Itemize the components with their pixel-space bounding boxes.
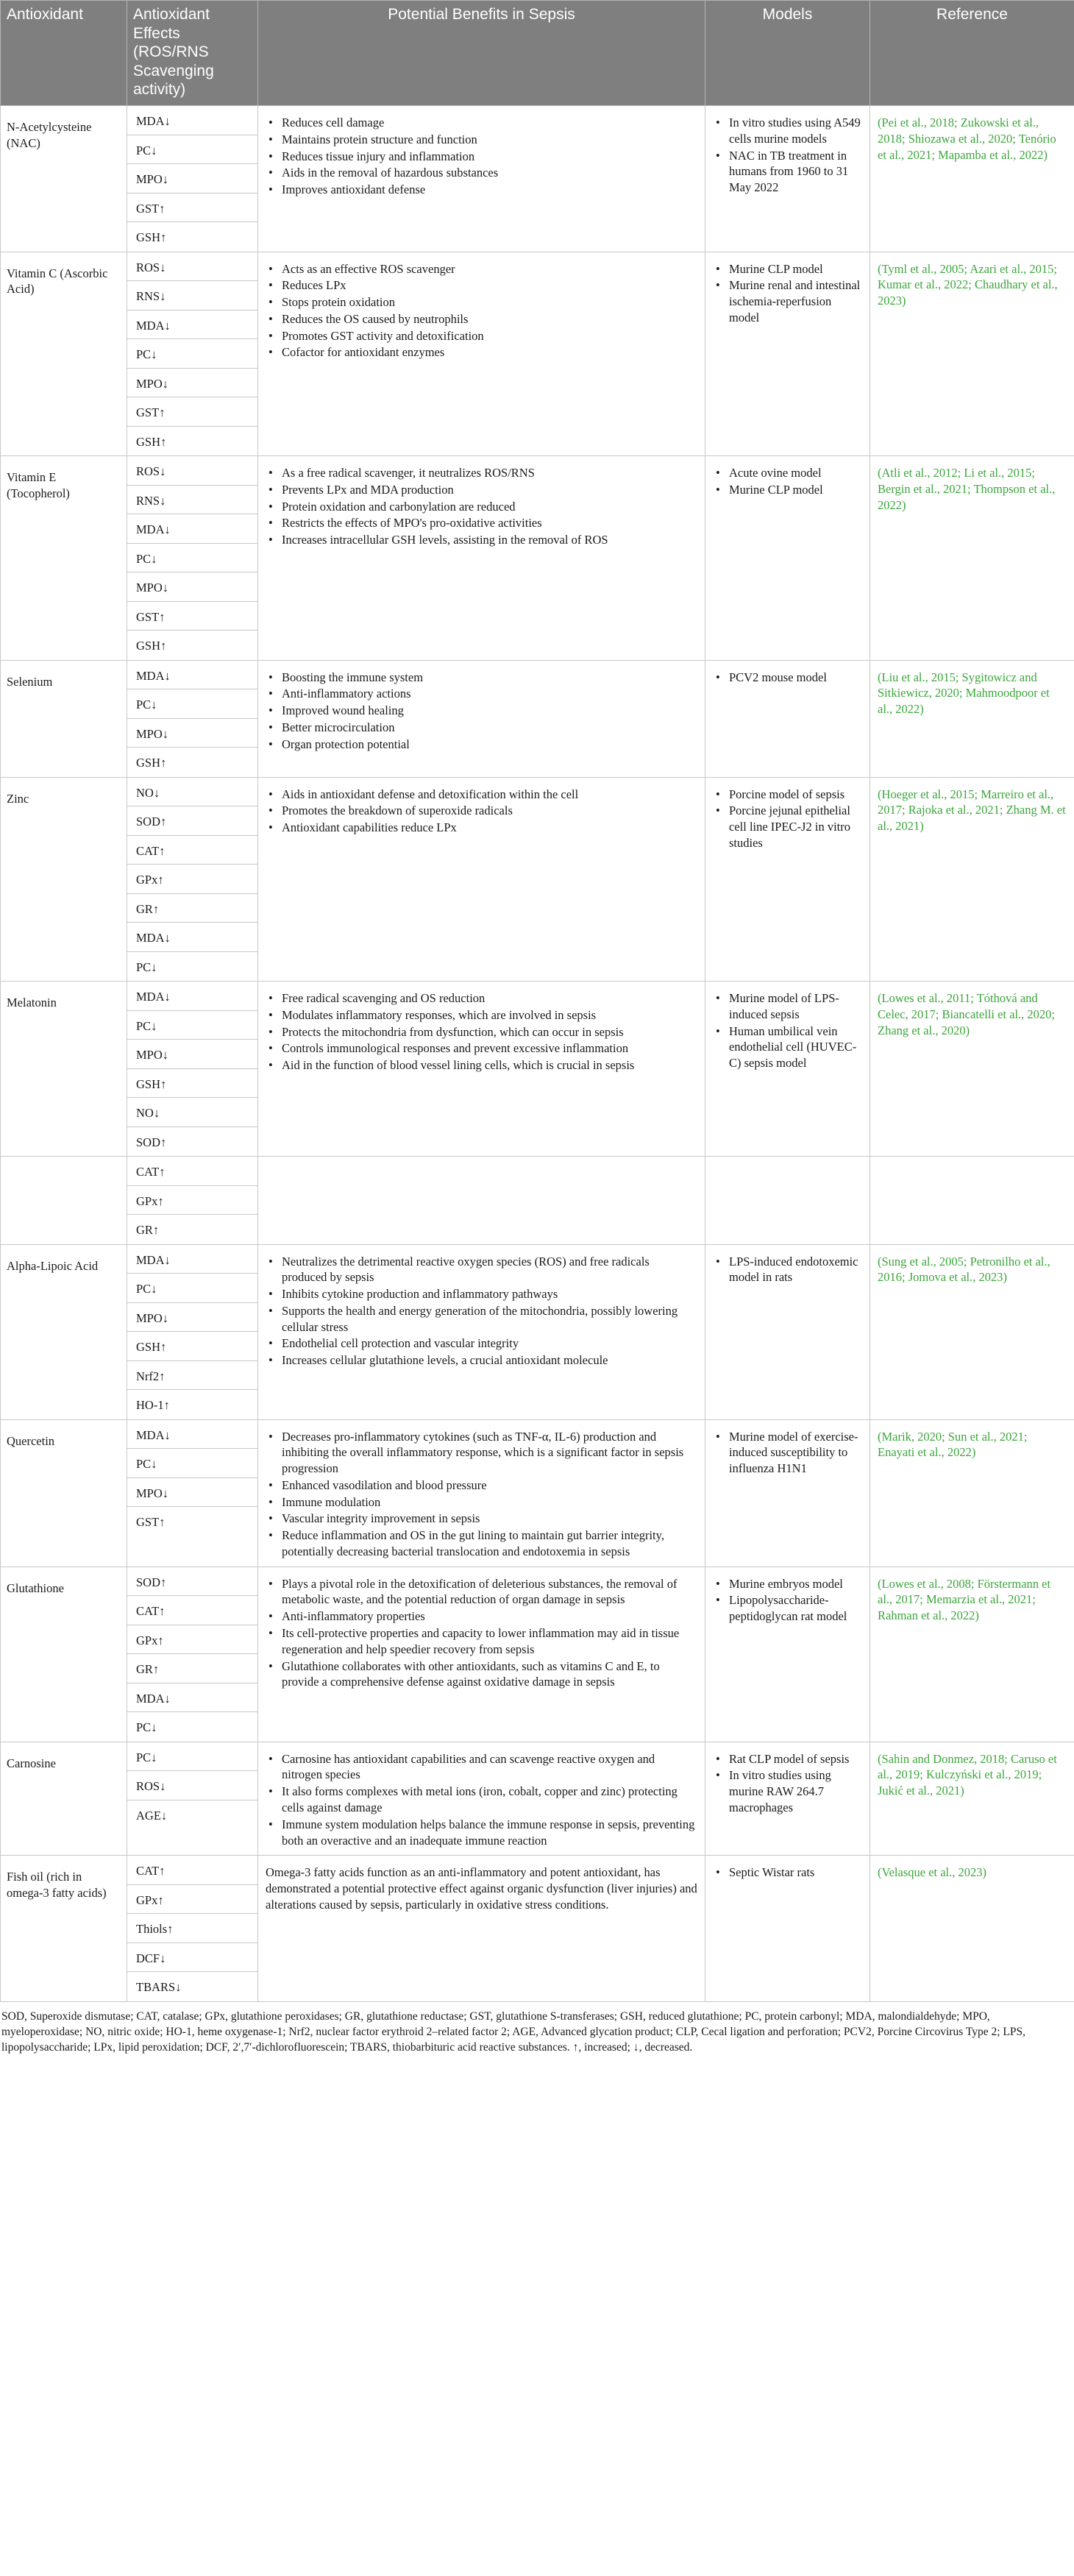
effect-item: GST↑	[127, 397, 257, 427]
antioxidant-name: Melatonin	[1, 982, 127, 1157]
effect-item: GSH↑	[136, 756, 167, 770]
model-item: • Murine embryos model	[729, 1576, 862, 1592]
models-cell	[705, 1419, 870, 1566]
effects-cell	[127, 456, 258, 661]
effect-item: MDA↓	[127, 311, 257, 340]
benefits-cell	[258, 106, 705, 252]
effect-item: MPO↓	[127, 1303, 257, 1333]
benefit-item: • Boosting the immune system	[282, 670, 697, 686]
effect-item: NO↓	[127, 1098, 257, 1127]
effect-item: SOD↑	[127, 806, 257, 836]
model-item: • In vitro studies using A549 cells murine models	[729, 115, 862, 147]
model-item: • In vitro studies using murine RAW 264.7 macrophages	[729, 1767, 862, 1815]
effect-item: ROS↓	[127, 1771, 257, 1800]
benefit-item: • Improves antioxidant defense	[282, 182, 697, 198]
models-list	[713, 261, 862, 326]
benefit-item: • Neutralizes the detrimental reactive oxygen species (ROS) and free radicals produced by sepsis	[282, 1254, 697, 1286]
effect-item: RNS↓	[127, 486, 257, 515]
header-effects: Antioxidant Effects (ROS/RNS Scavenging activity)	[127, 1, 258, 106]
effect-item: HO-1↑	[136, 1398, 170, 1413]
models-list	[713, 1429, 862, 1477]
benefits-text: Omega-3 fatty acids function as an anti-inflammatory and potent antioxidant, has demonstrated a potential protective effect against organic dysfunction (liver injuries) and alterations caused by sepsis, particularly in oxidative stress conditions.	[266, 1865, 697, 1912]
effect-item: NO↓	[127, 778, 257, 807]
effect-item: MPO↓	[127, 1478, 257, 1508]
effect-item: PC↓	[127, 339, 257, 369]
benefit-item: • Glutathione collaborates with other antioxidants, such as vitamins C and E, to provide a comprehensive defense against oxidative damage in sepsis	[282, 1658, 697, 1691]
effect-item: GPx↑	[127, 1885, 257, 1915]
benefit-item: • Free radical scavenging and OS reduction	[282, 990, 697, 1007]
effect-item: CAT↑	[127, 836, 257, 865]
models-cell	[705, 106, 870, 252]
effect-item: MDA↓	[127, 106, 257, 135]
benefits-cell	[258, 982, 705, 1157]
effect-item: GR↑	[127, 1654, 257, 1683]
benefit-item: • Modulates inflammatory responses, which are involved in sepsis	[282, 1007, 697, 1023]
effect-item: GR↑	[127, 894, 257, 923]
benefits-cell	[258, 456, 705, 661]
reference-cell	[870, 660, 1074, 777]
model-item: • Murine model of exercise-induced susceptibility to influenza H1N1	[729, 1429, 862, 1477]
model-item: • Rat CLP model of sepsis	[729, 1751, 862, 1767]
effect-item: PC↓	[127, 1449, 257, 1478]
effect-item: PC↓	[127, 135, 257, 165]
effect-item: PC↓	[127, 544, 257, 573]
benefit-item: • Reduces LPx	[282, 277, 697, 294]
benefit-item: • Reduces cell damage	[282, 115, 697, 131]
effects-cell	[127, 1742, 258, 1856]
effect-item: CAT↑	[127, 1157, 257, 1186]
reference-link[interactable]: (Pei et al., 2018; Zukowski et al., 2018; Shiozawa et al., 2020; Tenório et al., 2021; Mapamba et al., 2022)	[878, 116, 1056, 162]
effect-item: MPO↓	[127, 1040, 257, 1069]
benefit-item: • Aids in antioxidant defense and detoxification within the cell	[282, 787, 697, 803]
model-item: • Lipopolysaccharide-peptidoglycan rat model	[729, 1592, 862, 1625]
models-cell	[705, 1157, 870, 1245]
benefit-item: • Acts as an effective ROS scavenger	[282, 261, 697, 277]
effect-item: Nrf2↑	[127, 1361, 257, 1391]
effect-item: MDA↓	[127, 661, 257, 690]
reference-link[interactable]: (Tyml et al., 2005; Azari et al., 2015; Kumar et al., 2022; Chaudhary et al., 2023)	[878, 261, 1058, 308]
benefits-cell	[258, 1419, 705, 1566]
benefit-item: • Prevents LPx and MDA production	[282, 482, 697, 498]
benefit-item: • Anti-inflammatory properties	[282, 1608, 697, 1625]
benefits-list	[266, 990, 697, 1074]
effects-cell	[127, 106, 258, 252]
effect-item: PC↓	[136, 1720, 157, 1735]
benefit-item: • Restricts the effects of MPO's pro-oxidative activities	[282, 515, 697, 531]
reference-link[interactable]: (Lowes et al., 2008; Förstermann et al., 2017; Memarzia et al., 2021; Rahman et al., 2022)	[878, 1576, 1051, 1623]
antioxidant-name: Selenium	[1, 660, 127, 777]
benefit-item: • Reduces the OS caused by neutrophils	[282, 311, 697, 327]
model-item: • Acute ovine model	[729, 465, 862, 481]
effect-item: RNS↓	[127, 281, 257, 311]
header-models: Models	[705, 1, 870, 106]
benefit-item: • Stops protein oxidation	[282, 294, 697, 311]
benefit-item: • Endothelial cell protection and vascular integrity	[282, 1335, 697, 1352]
reference-cell	[870, 1566, 1074, 1742]
benefits-cell	[258, 1742, 705, 1856]
models-cell	[705, 1742, 870, 1856]
models-list	[713, 465, 862, 498]
reference-cell	[870, 106, 1074, 252]
benefits-list	[266, 1429, 697, 1560]
effect-item: MPO↓	[127, 369, 257, 398]
effect-item: PC↓	[127, 1274, 257, 1303]
reference-cell	[870, 252, 1074, 456]
model-item: • Murine model of LPS-induced sepsis	[729, 990, 862, 1023]
benefits-list	[266, 261, 697, 361]
benefit-item: • Increases intracellular GSH levels, assisting in the removal of ROS	[282, 532, 697, 548]
reference-link[interactable]: (Sahin and Donmez, 2018; Caruso et al., 2019; Kulczyński et al., 2019; Jukić et al., 2021)	[878, 1751, 1057, 1798]
effect-item: DCF↓	[127, 1943, 257, 1973]
models-list	[713, 1576, 862, 1625]
model-item: • Murine CLP model	[729, 482, 862, 498]
benefit-item: • Reduce inflammation and OS in the gut lining to maintain gut barrier integrity, potentially decreasing bacterial translocation and endotoxemia in sepsis	[282, 1527, 697, 1560]
table-row	[1, 1244, 1074, 1419]
benefit-item: • Vascular integrity improvement in sepsis	[282, 1511, 697, 1527]
effects-cell	[127, 252, 258, 456]
effect-item: GSH↑	[127, 1069, 257, 1099]
benefits-cell	[258, 1244, 705, 1419]
benefit-item: • Controls immunological responses and prevent excessive inflammation	[282, 1040, 697, 1057]
models-cell	[705, 1566, 870, 1742]
effect-item: GSH↑	[127, 1332, 257, 1361]
effects-cell	[127, 777, 258, 982]
benefit-item: • It also forms complexes with metal ions (iron, cobalt, copper and zinc) protecting cells against damage	[282, 1784, 697, 1816]
models-cell	[705, 1856, 870, 2002]
benefit-item: • Aid in the function of blood vessel lining cells, which is crucial in sepsis	[282, 1057, 697, 1074]
models-list	[713, 1254, 862, 1286]
reference-link[interactable]: (Marik, 2020; Sun et al., 2021; Enayati et al., 2022)	[878, 1429, 1028, 1460]
model-item: • Murine CLP model	[729, 261, 862, 277]
effect-item: MDA↓	[127, 1420, 257, 1450]
models-cell	[705, 660, 870, 777]
reference-cell	[870, 1244, 1074, 1419]
benefit-item: • Improved wound healing	[282, 703, 697, 719]
benefit-item: • Better microcirculation	[282, 720, 697, 736]
table-header	[1, 1, 1074, 106]
benefits-cell	[258, 1566, 705, 1742]
benefit-item: • Its cell-protective properties and capacity to lower inflammation may aid in tissue regeneration and help speedier recovery from sepsis	[282, 1625, 697, 1658]
effect-item: PC↓	[127, 1011, 257, 1040]
effect-item: ROS↓	[127, 456, 257, 486]
reference-cell	[870, 982, 1074, 1157]
models-list	[713, 1751, 862, 1816]
reference-cell	[870, 456, 1074, 661]
effects-cell	[127, 1419, 258, 1566]
benefits-list	[266, 465, 697, 548]
effect-item: MDA↓	[127, 514, 257, 544]
benefit-item: • Supports the health and energy generation of the mitochondria, possibly lowering cellular stress	[282, 1303, 697, 1335]
benefits-cell	[258, 1157, 705, 1245]
benefit-item: • Protects the mitochondria from dysfunction, which can occur in sepsis	[282, 1024, 697, 1040]
effects-cell	[127, 1244, 258, 1419]
table-row	[1, 777, 1074, 982]
effect-item: ROS↓	[127, 252, 257, 282]
header-antioxidant: Antioxidant	[1, 1, 127, 106]
benefits-cell	[258, 1856, 705, 2002]
reference-link[interactable]: (Sung et al., 2005; Petronilho et al., 2016; Jomova et al., 2023)	[878, 1254, 1050, 1285]
benefits-cell	[258, 660, 705, 777]
benefit-item: • Aids in the removal of hazardous substances	[282, 165, 697, 181]
reference-cell	[870, 1742, 1074, 1856]
reference-cell	[870, 1157, 1074, 1245]
effect-item: CAT↑	[127, 1596, 257, 1625]
effect-item: GST↑	[136, 1515, 166, 1530]
benefit-item: • Inhibits cytokine production and inflammatory pathways	[282, 1286, 697, 1302]
header-row	[1, 1, 1074, 106]
benefit-item: • Decreases pro-inflammatory cytokines (such as TNF-α, IL-6) production and inhibiting the overall inflammatory response, which is a significant factor in sepsis progression	[282, 1429, 697, 1477]
antioxidant-name: Vitamin C (Ascorbic Acid)	[1, 252, 127, 456]
models-list	[713, 115, 862, 196]
table-row	[1, 252, 1074, 456]
models-cell	[705, 982, 870, 1157]
benefits-list	[266, 115, 697, 198]
reference-cell	[870, 777, 1074, 982]
table-row	[1, 1856, 1074, 2002]
benefit-item: • Promotes the breakdown of superoxide radicals	[282, 803, 697, 819]
models-list	[713, 990, 862, 1071]
benefit-item: • Increases cellular glutathione levels, a crucial antioxidant molecule	[282, 1352, 697, 1369]
effect-item: TBARS↓	[136, 1980, 182, 1995]
benefits-cell	[258, 252, 705, 456]
effect-item: GSH↑	[136, 639, 167, 653]
effect-item: SOD↑	[136, 1135, 167, 1149]
benefit-item: • Immune modulation	[282, 1494, 697, 1511]
antioxidant-name: Zinc	[1, 777, 127, 982]
model-item: • Septic Wistar rats	[729, 1864, 862, 1881]
effect-item: MPO↓	[127, 719, 257, 748]
effect-item: CAT↑	[127, 1856, 257, 1885]
antioxidant-name: Vitamin E (Tocopherol)	[1, 456, 127, 661]
reference-link[interactable]: (Liu et al., 2015; Sygitowicz and Sitkiewicz, 2020; Mahmoodpoor et al., 2022)	[878, 670, 1050, 717]
antioxidant-name: Fish oil (rich in omega-3 fatty acids)	[1, 1856, 127, 2002]
effect-item: GSH↑	[136, 434, 167, 449]
benefit-item: • Immune system modulation helps balance the immune response in sepsis, preventing both an overactive and an inadequate immune reaction	[282, 1817, 697, 1849]
effect-item: PC↓	[127, 689, 257, 719]
effect-item: MDA↓	[127, 1683, 257, 1713]
models-list	[713, 1864, 862, 1881]
effect-item: PC↓	[127, 1742, 257, 1772]
benefit-item: • Promotes GST activity and detoxification	[282, 328, 697, 344]
benefit-item: • Antioxidant capabilities reduce LPx	[282, 820, 697, 836]
table-row	[1, 660, 1074, 777]
antioxidant-name: Quercetin	[1, 1419, 127, 1566]
table-row	[1, 1419, 1074, 1566]
antioxidant-name: Alpha-Lipoic Acid	[1, 1244, 127, 1419]
effects-cell	[127, 982, 258, 1157]
benefits-cell	[258, 777, 705, 982]
table-row	[1, 106, 1074, 252]
header-benefits: Potential Benefits in Sepsis	[258, 1, 705, 106]
model-item: • NAC in TB treatment in humans from 1960 to 31 May 2022	[729, 148, 862, 196]
table-body	[1, 106, 1074, 2002]
models-cell	[705, 252, 870, 456]
model-item: • PCV2 mouse model	[729, 670, 862, 686]
effect-item: GST↑	[127, 194, 257, 223]
reference-cell	[870, 1419, 1074, 1566]
effects-cell	[127, 660, 258, 777]
effect-item: GSH↑	[136, 230, 167, 245]
benefit-item: • Organ protection potential	[282, 737, 697, 753]
model-item: • LPS-induced endotoxemic model in rats	[729, 1254, 862, 1286]
effect-item: GPx↑	[127, 1186, 257, 1216]
benefit-item: • Maintains protein structure and function	[282, 132, 697, 148]
effect-item: MDA↓	[127, 923, 257, 952]
effect-item: GPx↑	[127, 1625, 257, 1655]
table-row	[1, 1566, 1074, 1742]
effect-item: MDA↓	[127, 1245, 257, 1274]
antioxidant-name	[1, 1157, 127, 1245]
antioxidant-name: N-Acetylcysteine (NAC)	[1, 106, 127, 252]
reference-link[interactable]: (Lowes et al., 2011; Tóthová and Celec, 2017; Biancatelli et al., 2020; Zhang et al., 2020)	[878, 991, 1056, 1037]
benefit-item: • As a free radical scavenger, it neutralizes ROS/RNS	[282, 465, 697, 481]
benefit-item: • Anti-inflammatory actions	[282, 686, 697, 702]
table-row	[1, 1157, 1074, 1245]
benefits-list	[266, 1254, 697, 1369]
reference-link[interactable]: (Hoeger et al., 2015; Marreiro et al., 2017; Rajoka et al., 2021; Zhang M. et al., 2021)	[878, 787, 1066, 834]
antioxidant-name: Glutathione	[1, 1566, 127, 1742]
table-row	[1, 1742, 1074, 1856]
table-footnote: SOD, Superoxide dismutase; CAT, catalase; GPx, glutathione peroxidases; GR, glutathione reductase; GST, glutathione S-transferases; GSH, reduced glutathione; PC, protein carbonyl; MDA, malondialdehyde; MPO, myeloperoxidase; NO, nitric oxide; HO-1, heme oxygenase-1; Nrf2, nuclear factor erythroid 2–related factor 2; AGE, Advanced glycation product; CLP, Cecal ligation and perforation; PCV2, Porcine Circovirus Type 2; LPS, lipopolysaccharide; LPx, lipid peroxidation; DCF, 2′,7′-dichlorofluorescein; TBARS, thiobarbituric acid reactive substances. ↑, increased; ↓, decreased.	[1, 2009, 1025, 2054]
effects-cell	[127, 1856, 258, 2002]
benefit-item: • Enhanced vasodilation and blood pressure	[282, 1477, 697, 1494]
effect-item: AGE↓	[136, 1808, 168, 1823]
antioxidant-name: Carnosine	[1, 1742, 127, 1856]
models-list	[713, 670, 862, 686]
benefits-list	[266, 1751, 697, 1849]
model-item: • Murine renal and intestinal ischemia-reperfusion model	[729, 277, 862, 325]
table-row	[1, 982, 1074, 1157]
reference-cell	[870, 1856, 1074, 2002]
effect-item: Thiols↑	[127, 1914, 257, 1943]
header-reference: Reference	[870, 1, 1074, 106]
benefit-item: • Carnosine has antioxidant capabilities and can scavenge reactive oxygen and nitrogen species	[282, 1751, 697, 1784]
effects-cell	[127, 1566, 258, 1742]
effects-cell	[127, 1157, 258, 1245]
reference-link[interactable]: (Atli et al., 2012; Li et al., 2015; Bergin et al., 2021; Thompson et al., 2022)	[878, 466, 1056, 512]
table-row	[1, 456, 1074, 661]
model-item: • Porcine model of sepsis	[729, 787, 862, 803]
effect-item: MPO↓	[127, 572, 257, 602]
effect-item: GR↑	[136, 1223, 160, 1238]
effect-item: GST↑	[127, 602, 257, 631]
effect-item: MPO↓	[127, 164, 257, 194]
benefits-list	[266, 670, 697, 753]
benefit-item: • Protein oxidation and carbonylation are reduced	[282, 499, 697, 515]
benefit-item: • Reduces tissue injury and inflammation	[282, 149, 697, 165]
models-list	[713, 787, 862, 851]
benefits-list	[266, 1576, 697, 1690]
effect-item: PC↓	[136, 959, 157, 974]
effect-item: GPx↑	[127, 865, 257, 894]
benefit-item: • Plays a pivotal role in the detoxification of deleterious substances, the removal of metabolic waste, and the potential reduction of organ damage in sepsis	[282, 1576, 697, 1608]
models-cell	[705, 777, 870, 982]
model-item: • Human umbilical vein endothelial cell (HUVEC-C) sepsis model	[729, 1023, 862, 1071]
models-cell	[705, 1244, 870, 1419]
models-cell	[705, 456, 870, 661]
reference-link[interactable]: (Velasque et al., 2023)	[878, 1865, 986, 1880]
effect-item: SOD↑	[127, 1567, 257, 1597]
benefits-list	[266, 787, 697, 836]
benefit-item: • Cofactor for antioxidant enzymes	[282, 344, 697, 361]
model-item: • Porcine jejunal epithelial cell line IPEC-J2 in vitro studies	[729, 803, 862, 851]
effect-item: MDA↓	[127, 982, 257, 1011]
